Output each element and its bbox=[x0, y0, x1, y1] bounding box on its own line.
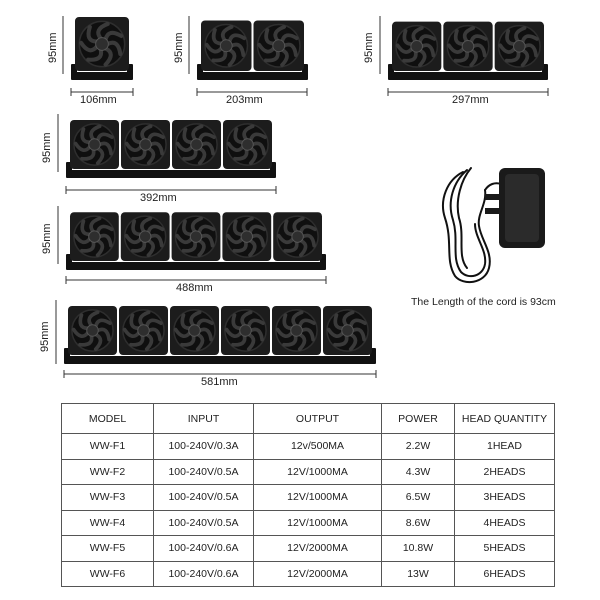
header-model: MODEL bbox=[62, 404, 154, 434]
cell-model: WW-F2 bbox=[62, 459, 154, 485]
header-power: POWER bbox=[382, 404, 455, 434]
cell-head-quantity: 3HEADS bbox=[455, 485, 555, 511]
table-row bbox=[62, 459, 555, 485]
table-row bbox=[62, 561, 555, 587]
width-label-f6: 581mm bbox=[201, 376, 238, 388]
cell-power: 4.3W bbox=[382, 459, 455, 485]
cord-length-note: The Length of the cord is 93cm bbox=[411, 296, 556, 308]
table-header-row bbox=[62, 404, 555, 434]
power-adapter-icon bbox=[425, 160, 555, 290]
cell-power: 6.5W bbox=[382, 485, 455, 511]
height-label-f3: 95mm bbox=[363, 32, 375, 63]
table-row bbox=[62, 485, 555, 511]
width-label-f4: 392mm bbox=[140, 192, 177, 204]
cell-model: WW-F4 bbox=[62, 510, 154, 536]
width-label-f5: 488mm bbox=[176, 282, 213, 294]
header-input: INPUT bbox=[154, 404, 254, 434]
cell-head-quantity: 2HEADS bbox=[455, 459, 555, 485]
width-label-f2: 203mm bbox=[226, 94, 263, 106]
cell-output: 12V/2000MA bbox=[254, 536, 382, 562]
cell-input: 100-240V/0.3A bbox=[154, 434, 254, 460]
cell-output: 12V/1000MA bbox=[254, 485, 382, 511]
height-label-f1: 95mm bbox=[47, 32, 59, 63]
height-label-f4: 95mm bbox=[41, 132, 53, 163]
cell-input: 100-240V/0.6A bbox=[154, 561, 254, 587]
table-row bbox=[62, 510, 555, 536]
cell-power: 13W bbox=[382, 561, 455, 587]
cell-model: WW-F6 bbox=[62, 561, 154, 587]
cell-input: 100-240V/0.5A bbox=[154, 485, 254, 511]
cell-power: 2.2W bbox=[382, 434, 455, 460]
cell-output: 12V/2000MA bbox=[254, 561, 382, 587]
cell-model: WW-F3 bbox=[62, 485, 154, 511]
cell-model: WW-F5 bbox=[62, 536, 154, 562]
header-output: OUTPUT bbox=[254, 404, 382, 434]
cell-input: 100-240V/0.5A bbox=[154, 459, 254, 485]
spec-table bbox=[61, 403, 555, 587]
cell-output: 12V/1000MA bbox=[254, 459, 382, 485]
header-head-quantity: HEAD QUANTITY bbox=[455, 404, 555, 434]
cell-head-quantity: 4HEADS bbox=[455, 510, 555, 536]
height-label-f6: 95mm bbox=[39, 321, 51, 352]
cell-model: WW-F1 bbox=[62, 434, 154, 460]
width-label-f3: 297mm bbox=[452, 94, 489, 106]
cell-input: 100-240V/0.5A bbox=[154, 510, 254, 536]
cell-output: 12V/1000MA bbox=[254, 510, 382, 536]
cell-power: 10.8W bbox=[382, 536, 455, 562]
table-row bbox=[62, 434, 555, 460]
cell-head-quantity: 5HEADS bbox=[455, 536, 555, 562]
cell-power: 8.6W bbox=[382, 510, 455, 536]
cell-output: 12v/500MA bbox=[254, 434, 382, 460]
cell-head-quantity: 6HEADS bbox=[455, 561, 555, 587]
height-label-f2: 95mm bbox=[173, 32, 185, 63]
table-row bbox=[62, 536, 555, 562]
width-label-f1: 106mm bbox=[80, 94, 117, 106]
cell-input: 100-240V/0.6A bbox=[154, 536, 254, 562]
height-label-f5: 95mm bbox=[41, 223, 53, 254]
cell-head-quantity: 1HEAD bbox=[455, 434, 555, 460]
